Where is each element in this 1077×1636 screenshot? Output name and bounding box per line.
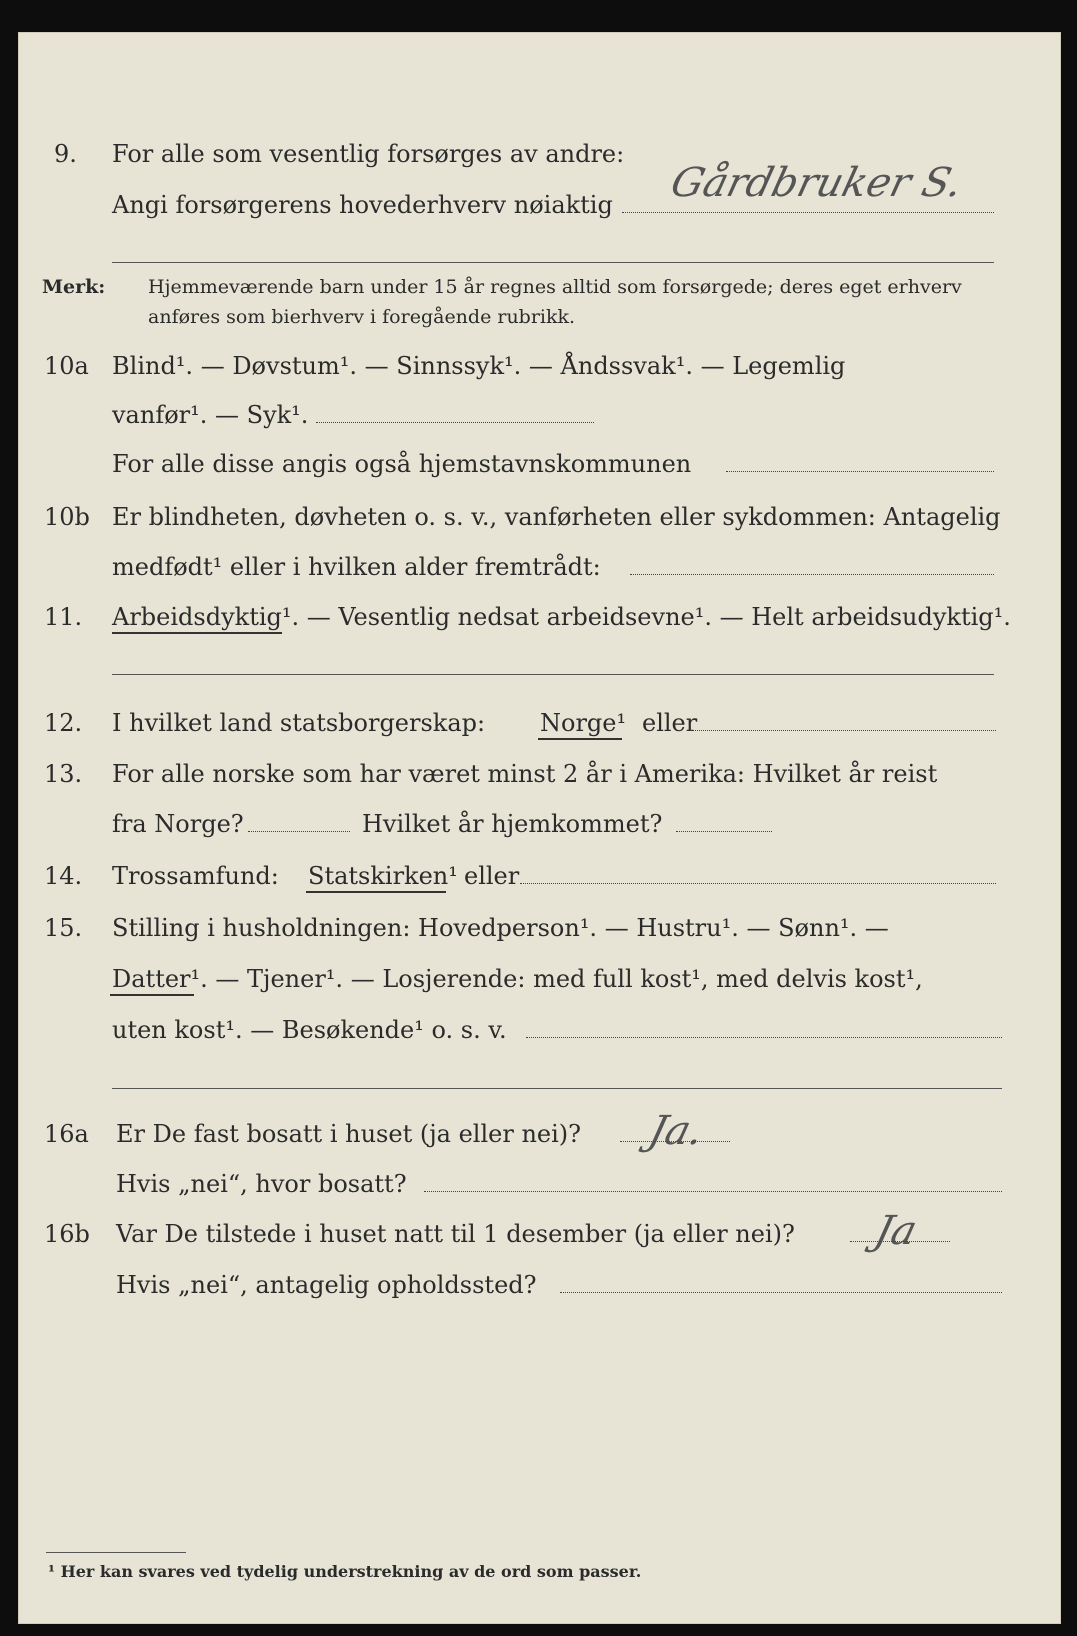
q11-underline-arbeidsdyktig	[112, 632, 282, 634]
q9-handwritten-answer: Gårdbruker S.	[666, 160, 968, 206]
q10a-syk-line	[316, 422, 594, 423]
q16a-line2: Hvis „nei“, hvor bosatt?	[116, 1170, 407, 1198]
q9-blank-line	[112, 262, 994, 263]
q9-line2: Angi forsørgerens hovederhverv nøiaktig	[112, 191, 613, 219]
q11-blank-line	[112, 674, 994, 675]
q13-line2a: fra Norge?	[112, 810, 244, 838]
footnote-rule	[46, 1552, 186, 1553]
q16b-answer-line	[850, 1241, 950, 1242]
merk-line1: Hjemmeværende barn under 15 år regnes alltid som forsørgede; deres eget erhverv	[148, 276, 962, 298]
q16b-opholdssted-line	[560, 1292, 1002, 1293]
q14-answer-line	[520, 883, 996, 884]
q14-underline-statskirken	[306, 891, 446, 893]
q10a-line3: For alle disse angis også hjemstavnskommunen	[112, 450, 692, 478]
q13-hjemkommet-line	[676, 831, 772, 832]
merk-line2: anføres som bierhverv i foregående rubrikk.	[148, 306, 576, 328]
q10a-line1: Blind¹. — Døvstum¹. — Sinnssyk¹. — Åndssvak¹. — Legemlig	[112, 352, 846, 380]
merk-label: Merk:	[42, 276, 106, 298]
q12-norge: Norge¹	[540, 709, 627, 737]
q10a-line2: vanfør¹. — Syk¹.	[112, 401, 309, 429]
footnote-text: ¹ Her kan svares ved tydelig understrekning av de ord som passer.	[48, 1562, 642, 1581]
q10b-line1: Er blindheten, døvheten o. s. v., vanførheten eller sykdommen: Antagelig	[112, 503, 1001, 531]
q10a-kommune-line	[726, 471, 994, 472]
q9-number: 9.	[54, 140, 77, 168]
q16a-number: 16a	[44, 1120, 89, 1148]
q16b-handwritten-answer: Ja	[870, 1208, 922, 1254]
q13-number: 13.	[44, 760, 83, 788]
q9-answer-line	[622, 212, 994, 213]
q15-line1: Stilling i husholdningen: Hovedperson¹. — Hustru¹. — Sønn¹. —	[112, 914, 889, 942]
q15-underline-datter	[110, 994, 194, 996]
q16b-number: 16b	[44, 1220, 90, 1248]
q9-line1: For alle som vesentlig forsørges av andre:	[112, 140, 625, 168]
q13-line2b: Hvilket år hjemkommet?	[362, 810, 663, 838]
q14-number: 14.	[44, 862, 83, 890]
q16a-bosatt-line	[424, 1191, 1002, 1192]
q10b-line2: medfødt¹ eller i hvilken alder fremtrådt:	[112, 553, 601, 581]
q16b-line2: Hvis „nei“, antagelig opholdssted?	[116, 1271, 537, 1299]
q10b-answer-line	[630, 574, 994, 575]
q15-number: 15.	[44, 914, 83, 942]
q12-number: 12.	[44, 709, 83, 737]
q14-statskirken: Statskirken¹	[308, 862, 458, 890]
q12-eller: eller	[642, 709, 698, 737]
q12-label: I hvilket land statsborgerskap:	[112, 709, 486, 737]
q14-eller: eller	[464, 862, 520, 890]
q15-blank-line	[112, 1088, 1002, 1089]
q16a-handwritten-answer: Ja.	[644, 1108, 709, 1154]
q13-reist-line	[248, 831, 350, 832]
q16a-line1: Er De fast bosatt i huset (ja eller nei)?	[116, 1120, 582, 1148]
q15-line2: Datter¹. — Tjener¹. — Losjerende: med full kost¹, med delvis kost¹,	[112, 965, 923, 993]
q10b-number: 10b	[44, 503, 90, 531]
q12-answer-line	[690, 730, 996, 731]
q13-line1: For alle norske som har været minst 2 år i Amerika: Hvilket år reist	[112, 760, 938, 788]
q15-answer-line	[526, 1037, 1002, 1038]
q14-label: Trossamfund:	[112, 862, 279, 890]
q10a-number: 10a	[44, 352, 89, 380]
q16a-answer-line	[620, 1141, 730, 1142]
q16b-line1: Var De tilstede i huset natt til 1 desember (ja eller nei)?	[116, 1220, 795, 1248]
q11-number: 11.	[44, 603, 83, 631]
q11-line1: Arbeidsdyktig¹. — Vesentlig nedsat arbeidsevne¹. — Helt arbeidsudyktig¹.	[112, 603, 1011, 631]
q15-line3: uten kost¹. — Besøkende¹ o. s. v.	[112, 1016, 507, 1044]
q12-underline-norge	[538, 738, 622, 740]
